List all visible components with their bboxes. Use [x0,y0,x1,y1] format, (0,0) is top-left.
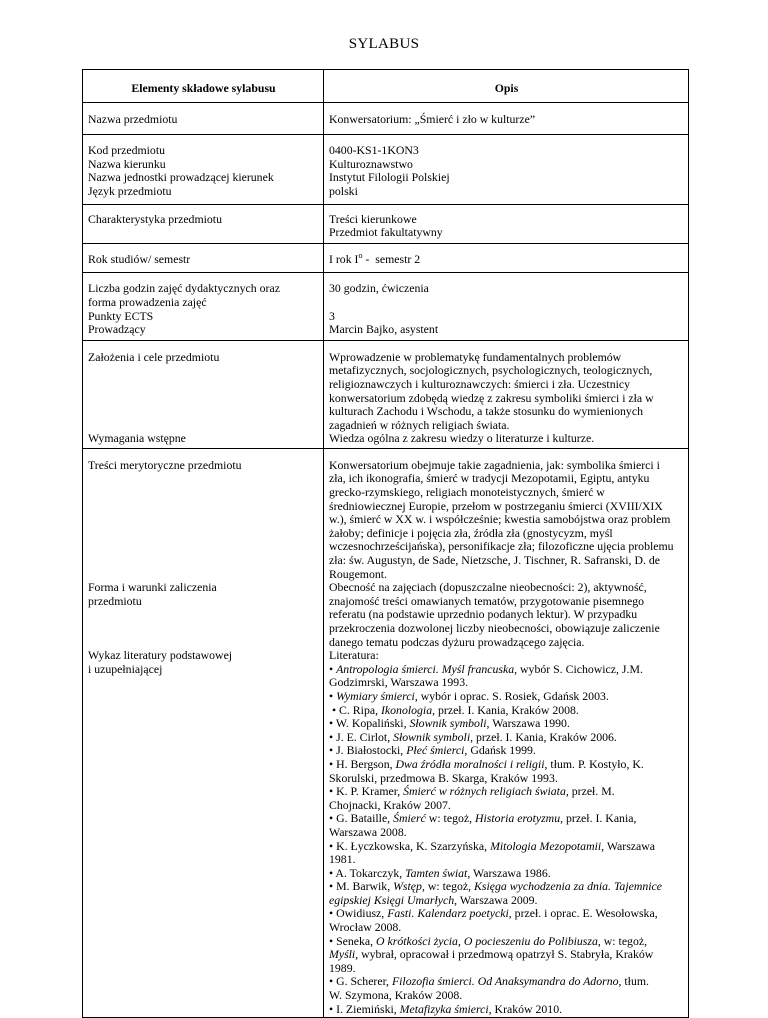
table-row [83,204,689,243]
literature-title: Wymiary śmierci [336,688,415,703]
table-row [83,273,689,340]
literature-text: , Warszawa 1986. [467,865,551,880]
value-line: zła: św. Augustyn, de Sade, Nietzsche, J. Tischner, R. Safranski, D. de [329,553,660,568]
table-row [83,135,689,204]
year-superscript: o [358,250,363,260]
value-line: 3 [329,308,335,323]
literature-item [329,704,684,718]
row-values-course-code [324,135,689,204]
literature-text: • Seneka, [329,933,377,948]
literature-text: • W. Kopaliński, [329,716,410,731]
literature-title: Mitologia Mezopotamii [490,838,602,853]
table-header-row [83,70,689,103]
literature-text: • I. Ziemiński, [329,1001,400,1016]
literature-text: Godzimrski, Warszawa 1993. [329,675,469,690]
value-line: Marcin Bajko, asystent [329,322,439,337]
literature-item [329,975,684,1002]
literature-item [329,812,684,839]
literature-title: Słownik symboli [409,716,487,731]
literature-title: Myśli [329,947,356,962]
literature-text: 1989. [329,960,356,975]
literature-title: Historia erotyzmu [475,811,561,826]
row-values-content [324,448,689,1017]
literature-text: , Warszawa 1990. [486,716,570,731]
literature-item [329,907,684,934]
literature-title: Księga wychodzenia za dnia. Tajemnice [474,879,663,894]
value-line: Wprowadzenie w problematykę fundamentalnych problemów [329,349,622,364]
value-line: grecko-rzymskiego, religiach monoteistycznych, śmierć w [329,485,605,500]
literature-title: Śmierć [393,811,426,826]
literature-item [329,867,684,881]
value-line: żałoby; definicje i pojęcia zła, źródła zła (gnostycyzm, myśl [329,525,613,540]
literature-title: Filozofia śmierci. Od Anaksymandra do Adorno [391,974,619,989]
value-line: Wiedza ogólna z zakresu wiedzy o literaturze i kulturze. [329,431,595,446]
literature-title: Antropologia śmierci. Myśl francuska [336,661,515,676]
literature-text: , przeł. I. Kania, [560,811,637,826]
literature-text: W. Szymona, Kraków 2008. [329,988,463,1003]
literature-title: O krótkości życia [376,933,458,948]
column-header-elements: Elementy składowe sylabusu [83,70,324,103]
table-row [83,102,689,135]
literature-item [329,744,684,758]
value-line: Przedmiot fakultatywny [329,225,443,240]
label-line: Założenia i cele przedmiotu [88,349,220,364]
label-line: forma prowadzenia zajęć [88,294,207,309]
label-line: Wymagania wstępne [88,431,186,446]
value-line: Kulturoznawstwo [329,156,413,171]
literature-text: , przeł. I. Kania, Kraków 2006. [470,729,617,744]
value-line: w.), śmierć w XX w. i współcześnie; kwestia samobójstwa oraz problem [329,512,671,527]
literature-text: , wybór i oprac. S. Rosiek, Gdańsk 2003. [414,688,609,703]
label-line: Liczba godzin zajęć dydaktycznych oraz [88,281,280,296]
label-line: Nazwa kierunku [88,156,166,171]
literature-item [329,785,684,812]
value-line: polski [329,183,358,198]
literature-title: Dwa źródła moralności i religii [395,756,545,771]
semester-text: - semestr 2 [362,251,421,266]
label-line: Forma i warunki zaliczenia [88,580,217,595]
label-line: Treści merytoryczne przedmiotu [88,457,242,472]
row-value-year [324,243,689,273]
literature-text: , tłum. [618,974,649,989]
literature-text: • A. Tokarczyk, [329,865,406,880]
literature-title: Słownik symboli [393,729,471,744]
value-line: referatu (na podstawie uprzednio podanych lektur). W przypadku [329,607,638,622]
literature-title: Metafizyka śmierci [399,1001,489,1016]
literature-heading: Literatura: [329,648,379,663]
literature-text: , przeł. M. [565,784,615,799]
literature-text: Skorulski, przedmowa B. Skarga, Kraków 1993. [329,770,558,785]
value-line: Instytut Filologii Polskiej [329,170,450,185]
literature-text: , [457,933,464,948]
label-line: Nazwa jednostki prowadzącej kierunek [88,170,274,185]
literature-title: Fasti. Kalendarz poetycki [387,906,509,921]
row-labels-course-code [83,135,324,204]
label-line: Język przedmiotu [88,183,172,198]
literature-text: , Warszawa 2009. [454,892,538,907]
value-line: 30 godzin, ćwiczenia [329,281,429,296]
label-line: Prowadzący [88,322,146,337]
literature-text: • G. Bataille, [329,811,394,826]
row-label-course-name: Nazwa przedmiotu [83,102,324,135]
literature-title: Ikonologia [380,702,433,717]
row-value-course-name: Konwersatorium: „Śmierć i zło w kulturze” [324,102,689,135]
literature-item [329,935,684,976]
literature-text: , w: tegoż, [597,933,648,948]
value-line: danego tematu podczas dyżuru prowadzącego zajęcia. [329,634,585,649]
value-line: konwersatorium zdobędą wiedzę z zakresu symboliki śmierci i zła w [329,390,654,405]
literature-text: , przeł. I. Kania, Kraków 2008. [432,702,579,717]
label-line: przedmiotu [88,593,142,608]
literature-text: Wrocław 2008. [329,920,402,935]
table-row [83,448,689,1017]
value-line: Treści kierunkowe [329,211,417,226]
literature-text: Warszawa 2008. [329,824,407,839]
value-line: Konwersatorium obejmuje takie zagadnienia, jak: symbolika śmierci i [329,457,660,472]
row-labels-content [83,448,324,1017]
row-label-characteristics: Charakterystyka przedmiotu [83,204,324,243]
value-line: znajomość treści omawianych tematów, przygotowanie pisemnego [329,593,645,608]
label-line: Kod przedmiotu [88,143,165,158]
literature-text: • J. E. Cirlot, [329,729,394,744]
literature-text: • [329,688,337,703]
value-line: przekroczenia dozwolonej liczby nieobecności, obowiązuje zaliczenie [329,621,660,635]
row-values-hours [324,273,689,340]
literature-item [329,731,684,745]
literature-text: , tłum. P. Kostyło, K. [544,756,644,771]
syllabus-table [82,69,689,1018]
value-line: religioznawczych i kulturoznawczych: śmierci i zła. Uczestnicy [329,376,631,391]
literature-text: • G. Scherer, [329,974,392,989]
literature-text: , w: tegoż, [421,879,475,894]
literature-title: Wstęp [393,879,422,894]
literature-text: • H. Bergson, [329,756,396,771]
value-line: zagadnień w różnych religiach świata. [329,417,510,432]
literature-text: , Warszawa [601,838,656,853]
row-label-year: Rok studiów/ semestr [83,243,324,273]
value-line: Obecność na zajęciach (dopuszczalne nieobecności: 2), aktywność, [329,580,647,595]
value-line: metafizycznych, socjologicznych, psychologicznych, teologicznych, [329,363,653,378]
literature-text: , wybór S. Cichowicz, J.M. [514,661,643,676]
literature-text: Chojnacki, Kraków 2007. [329,797,451,812]
literature-text: w: tegoż, [425,811,475,826]
literature-text: • C. Ripa, [329,702,381,717]
row-values-goals [324,340,689,448]
literature-item [329,690,684,704]
literature-item [329,1003,684,1017]
literature-text: 1981. [329,852,356,867]
page-title: SYLABUS [348,36,420,52]
literature-item [329,840,684,867]
literature-text: • K. Łyczkowska, K. Szarzyńska, [329,838,491,853]
literature-text: , Kraków 2010. [488,1001,563,1016]
value-line: średniowiecznej Europie, przełom w postrzeganiu śmierci (XVIII/XIX [329,498,663,513]
table-row [83,340,689,448]
table-row [83,243,689,273]
row-labels-hours [83,273,324,340]
literature-title: Tamten świat [405,865,468,880]
literature-item [329,663,684,690]
literature-text: , przeł. i oprac. E. Wesołowska, [508,906,658,921]
literature-title: Płeć śmierci [406,743,465,758]
literature-text: • K. P. Kramer, [329,784,404,799]
column-header-description: Opis [324,70,689,103]
row-labels-goals [83,340,324,448]
literature-text: • Owidiusz, [329,906,388,921]
label-line: Punkty ECTS [88,308,154,323]
literature-item [329,758,684,785]
row-values-characteristics [324,204,689,243]
literature-title: O pocieszeniu do Polibiusza [463,933,598,948]
literature-text: • J. Białostocki, [329,743,407,758]
value-line: Rougemont. [329,566,387,581]
value-line: 0400-KS1-1KON3 [329,143,419,158]
literature-item [329,880,684,907]
literature-text: • [329,661,337,676]
value-line: zła, ich ikonografia, śmierć w tradycji Mezopotamii, Egiptu, antyku [329,471,650,486]
literature-title: egipskiej Księgi Umarłych [329,892,455,907]
literature-text: , Gdańsk 1999. [464,743,536,758]
literature-item [329,717,684,731]
literature-text: • M. Barwik, [329,879,394,894]
literature-text: , wybrał, opracował i przedmową opatrzył S. Stabryła, Kraków [355,947,654,962]
literature-list [329,663,684,1016]
value-line: wczesnochrześcijańska), personifikacje zła; filozoficzne ujęcia problemu [329,539,674,554]
label-line: Wykaz literatury podstawowej [88,648,233,663]
year-text: I rok I [329,251,359,266]
literature-title: Śmierć w różnych religiach świata [403,784,566,799]
label-line: i uzupełniającej [88,661,163,676]
value-line: kulturach Zachodu i Wschodu, a także stosunku do wymienionych [329,404,643,419]
